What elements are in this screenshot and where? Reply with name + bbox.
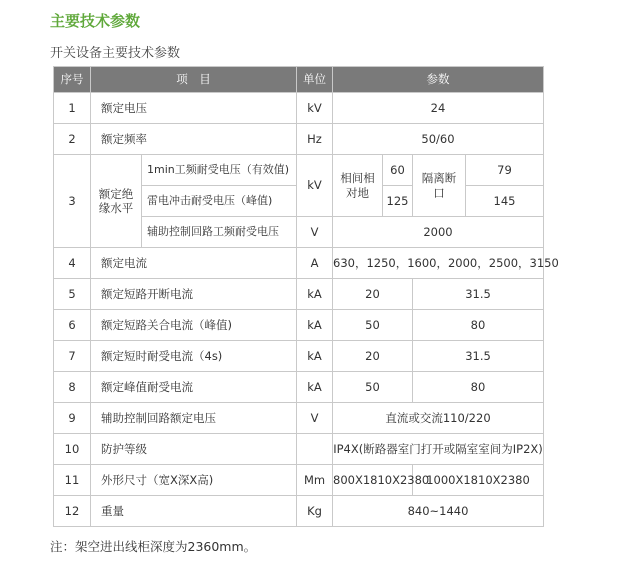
row-value-1: 50	[333, 372, 413, 403]
footnote: 注：架空进出线柜深度为2360mm。	[50, 539, 257, 554]
row-value: 50/60	[333, 124, 544, 155]
row-unit: kA	[297, 341, 333, 372]
row-number: 10	[54, 434, 91, 465]
row-number: 7	[54, 341, 91, 372]
table-row	[54, 372, 544, 403]
row-item: 外形尺寸（宽X深X高)	[91, 465, 297, 496]
table-row	[54, 155, 544, 186]
header-params: 参数	[333, 67, 544, 93]
isolating-distance-power-frequency: 79	[466, 155, 544, 186]
row-item: 额定电流	[91, 248, 297, 279]
row-unit: Hz	[297, 124, 333, 155]
table-row	[54, 124, 544, 155]
row-value: 840~1440	[333, 496, 544, 527]
table-row	[54, 248, 544, 279]
row-value-2: 31.5	[413, 279, 544, 310]
row-item: 额定短路开断电流	[91, 279, 297, 310]
row-item: 雷电冲击耐受电压（峰值)	[142, 186, 297, 217]
table-row	[54, 279, 544, 310]
row-value: 2000	[333, 217, 544, 248]
table-caption: 开关设备主要技术参数	[50, 46, 181, 61]
row-value-2: 31.5	[413, 341, 544, 372]
header-no: 序号	[54, 67, 91, 93]
row-value: IP4X(断路器室门打开或隔室室间为IP2X)	[333, 434, 544, 465]
table-row	[54, 465, 544, 496]
row-item: 额定短时耐受电流（4s)	[91, 341, 297, 372]
row-unit: kV	[297, 93, 333, 124]
row-item: 辅助控制回路额定电压	[91, 403, 297, 434]
phase-to-earth-power-frequency: 60	[383, 155, 413, 186]
row-item: 重量	[91, 496, 297, 527]
table-row	[54, 434, 544, 465]
row-number: 9	[54, 403, 91, 434]
row-unit: kA	[297, 310, 333, 341]
header-item: 项 目	[91, 67, 297, 93]
table-header-row	[54, 67, 544, 93]
row-value: 630，1250，1600，2000，2500，3150	[333, 248, 544, 279]
table-row	[54, 310, 544, 341]
row-item: 额定电压	[91, 93, 297, 124]
row-unit: kA	[297, 372, 333, 403]
isolating-distance-label: 隔离断口	[413, 155, 466, 217]
table-row	[54, 93, 544, 124]
header-unit: 单位	[297, 67, 333, 93]
row-number: 1	[54, 93, 91, 124]
row-number: 6	[54, 310, 91, 341]
row-unit	[297, 434, 333, 465]
isolating-distance-lightning-impulse: 145	[466, 186, 544, 217]
section-title: 主要技术参数	[50, 12, 141, 30]
row-unit: Kg	[297, 496, 333, 527]
row-number: 8	[54, 372, 91, 403]
row-item: 辅助控制回路工频耐受电压	[142, 217, 297, 248]
row-unit: Mm	[297, 465, 333, 496]
row-value-1: 800X1810X2380	[333, 465, 413, 496]
row-item: 额定短路关合电流（峰值)	[91, 310, 297, 341]
row-value: 直流或交流110/220	[333, 403, 544, 434]
row-value: 24	[333, 93, 544, 124]
row-value-2: 80	[413, 372, 544, 403]
row-value-2: 80	[413, 310, 544, 341]
insulation-group-label: 额定绝缘水平	[91, 155, 142, 248]
table-row	[54, 496, 544, 527]
row-number: 11	[54, 465, 91, 496]
technical-parameters-table	[53, 66, 559, 527]
row-unit: kA	[297, 279, 333, 310]
row-item: 1min工频耐受电压（有效值)	[142, 155, 297, 186]
row-unit: A	[297, 248, 333, 279]
row-item: 额定频率	[91, 124, 297, 155]
row-number: 2	[54, 124, 91, 155]
row-number: 3	[54, 155, 91, 248]
row-number: 4	[54, 248, 91, 279]
row-value-1: 20	[333, 341, 413, 372]
row-value-1: 50	[333, 310, 413, 341]
row-unit: kV	[297, 155, 333, 217]
table-row	[54, 403, 544, 434]
row-value-1: 20	[333, 279, 413, 310]
row-value-2: 1000X1810X2380	[413, 465, 544, 496]
row-unit: V	[297, 217, 333, 248]
phase-to-earth-lightning-impulse: 125	[383, 186, 413, 217]
row-unit: V	[297, 403, 333, 434]
row-number: 5	[54, 279, 91, 310]
table-row	[54, 341, 544, 372]
row-item: 防护等级	[91, 434, 297, 465]
phase-to-earth-label: 相间相对地	[333, 155, 383, 217]
row-number: 12	[54, 496, 91, 527]
row-item: 额定峰值耐受电流	[91, 372, 297, 403]
